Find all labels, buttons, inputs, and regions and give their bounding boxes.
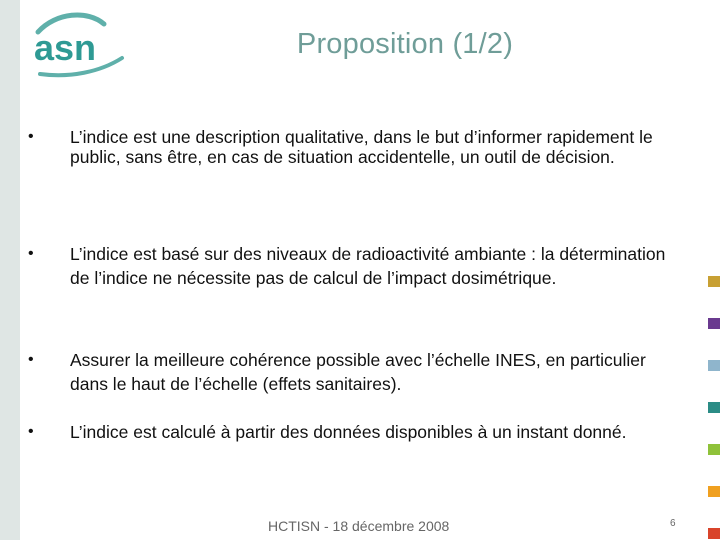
side-square	[708, 486, 720, 497]
asn-logo	[30, 10, 130, 82]
side-square	[708, 528, 720, 539]
side-square	[708, 360, 720, 371]
left-decorative-band	[0, 0, 20, 540]
slide-title: Proposition (1/2)	[296, 28, 514, 60]
bullet-text: Assurer la meilleure cohérence possible avec l’échelle INES, en particulier dans le haut de l’échelle (effets sanitaires).	[70, 350, 646, 394]
bullet-marker: •	[28, 351, 34, 368]
footer-text: HCTISN - 18 décembre 2008	[268, 518, 450, 534]
bullet-text: L’indice est une description qualitative, dans le but d’informer rapidement le public, sans être, en cas de situation accidentelle, un outil de décision.	[70, 127, 653, 167]
svg-text:asn: asn	[34, 27, 97, 68]
bullet-text: L’indice est calculé à partir des données disponibles à un instant donné.	[70, 422, 627, 442]
bullet-marker: •	[28, 128, 34, 145]
asn-logo-graphic	[30, 10, 130, 82]
side-square	[708, 318, 720, 329]
bullet-marker: •	[28, 245, 34, 262]
bullet-text: L’indice est basé sur des niveaux de radioactivité ambiante : la détermination de l’indice ne nécessite pas de calcul de l’impact dosimétrique.	[70, 244, 666, 288]
side-square	[708, 444, 720, 455]
page-number: 6	[670, 518, 676, 529]
side-square	[708, 402, 720, 413]
side-square	[708, 276, 720, 287]
bullet-marker: •	[28, 423, 34, 440]
